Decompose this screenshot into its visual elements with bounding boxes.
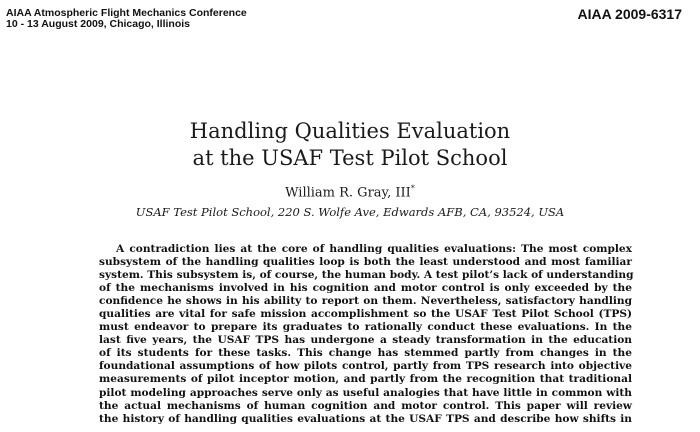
author-affiliation: USAF Test Pilot School, 220 S. Wolfe Ave, Edwards AFB, CA, 93524, USA — [135, 205, 565, 219]
conference-header — [6, 8, 247, 30]
abstract-line: subsystem of the handling qualities loop is both the least understood and most familiar — [99, 256, 632, 269]
abstract-line: system. This subsystem is, of course, the human body. A test pilot’s lack of understanding — [99, 269, 634, 282]
conference-name: AIAA Atmospheric Flight Mechanics Conference — [6, 7, 247, 19]
abstract-line: pilot modeling approaches serve only as useful analogies that have little in common with — [99, 386, 632, 399]
abstract-line: of the mechanisms involved in his cognition and motor control is only exceeded by the — [99, 282, 632, 295]
title-line-2: at the USAF Test Pilot School — [192, 146, 508, 170]
abstract-line: qualities are vital for safe mission accomplishment so the USAF Test Pilot School (TPS) — [99, 308, 632, 321]
abstract-line: confidence he shows in his ability to report on them. Nevertheless, satisfactory handling — [99, 295, 632, 308]
author-name: William R. Gray, III — [285, 185, 411, 201]
title-line-1: Handling Qualities Evaluation — [189, 119, 511, 143]
author — [0, 184, 700, 200]
abstract-line: the actual mechanisms of human cognition and motor control. This paper will review — [99, 399, 632, 412]
abstract-line: of its students for these tasks. This change has stemmed partly from changes in the — [99, 347, 632, 360]
abstract — [99, 243, 632, 426]
conference-date-location: 10 - 13 August 2009, Chicago, Illinois — [6, 18, 190, 30]
paper-title — [0, 118, 700, 172]
author-footnote-mark: * — [410, 184, 415, 193]
paper-id: AIAA 2009-6317 — [577, 6, 682, 22]
abstract-line: must endeavor to prepare its graduates to rationally conduct these evaluations. In the — [99, 321, 632, 334]
abstract-line: measurements of pilot inceptor motion, and partly from the recognition that traditional — [99, 373, 632, 386]
abstract-line: A contradiction lies at the core of handling qualities evaluations: The most complex — [116, 243, 632, 255]
abstract-line: foundational assumptions of how pilots control, partly from TPS research into objective — [99, 360, 632, 373]
abstract-line: last five years, the USAF TPS has undergone a steady transformation in the education — [99, 334, 632, 347]
abstract-line: the history of handling qualities evaluations at the USAF TPS and describe how shifts in — [99, 412, 632, 425]
